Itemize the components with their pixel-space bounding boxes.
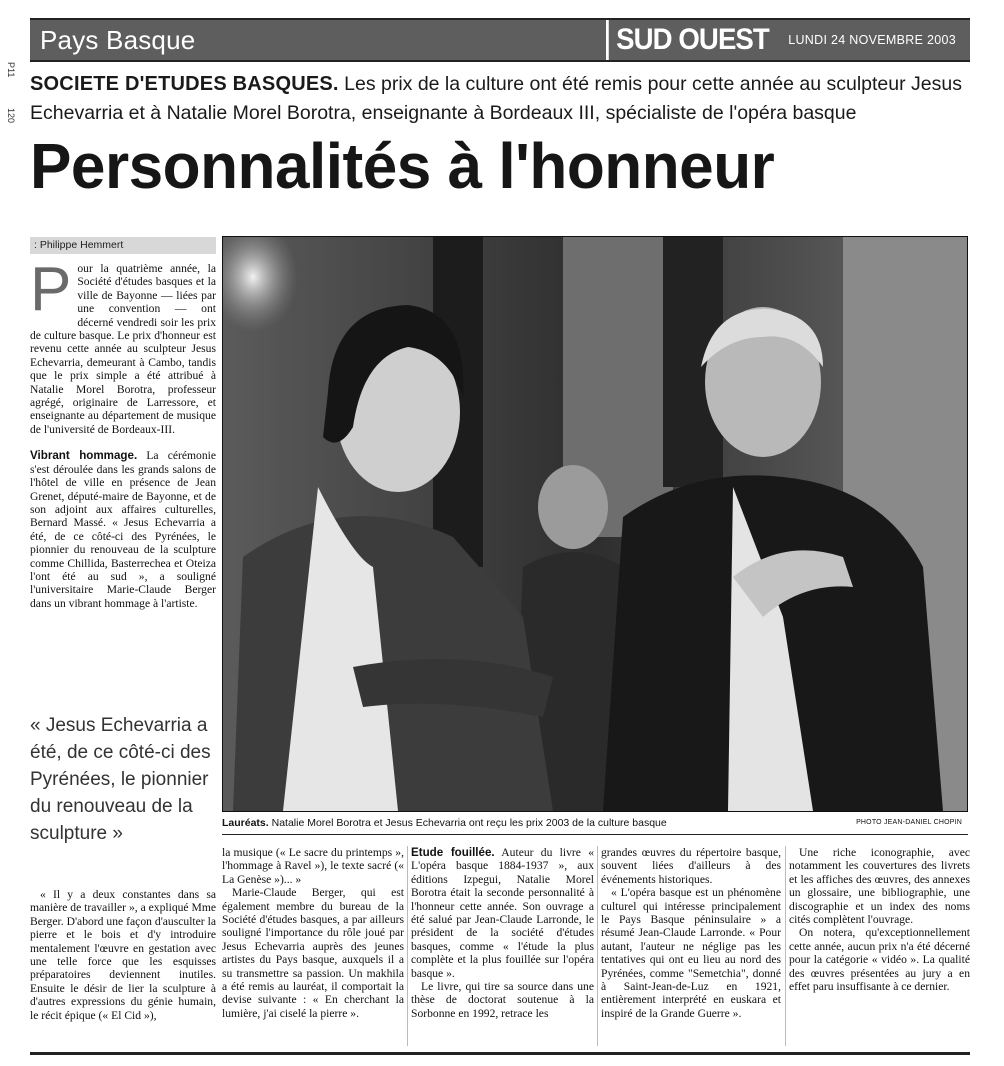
column-rule [785,846,786,1046]
photo-credit: PHOTO JEAN-DANIEL CHOPIN [856,819,962,826]
subhead-hommage: Vibrant hommage. [30,449,138,463]
article-column-1-continued [30,888,216,1022]
paragraph-iconographie: Une riche iconographie, avec notamment les couvertures des livrets et les affiches des œuvres, des annexes un glossaire, une bibliographie, une discographie et un index des noms cités complètent l'ouvrage. [789,846,970,927]
section-header-bar [30,18,970,62]
kicker [30,70,975,128]
caption-text: Natalie Morel Borotra et Jesus Echevarria ont reçu les prix 2003 de la culture basque [271,817,667,829]
publication-date: LUNDI 24 NOVEMBRE 2003 [788,33,956,47]
bottom-rule [30,1052,970,1055]
byline: : Philippe Hemmert [30,237,216,254]
kicker-label: SOCIETE D'ETUDES BASQUES. [30,73,339,95]
paragraph-oeuvres: grandes œuvres du répertoire basque, souvent liées d'ailleurs à des événements historiques. [601,846,781,886]
article-column-5 [789,846,970,993]
page-mark: 120 [6,108,16,124]
paragraph-continuation: la musique (« Le sacre du printemps », l'hommage à Ravel »), le texte sacré (« La Genèse »)... » [222,846,404,886]
article-column-3 [411,846,594,1020]
kicker-text: Les prix de la culture ont été remis pour cette année au sculpteur Jesus Echevarria et à Natalie Morel Borotra, enseignante à Bordeaux III, spécialiste de l'opéra basque [30,73,962,124]
paragraph-berger: Marie-Claude Berger, qui est également membre du bureau de la Société d'études basques, a par ailleurs souligné l'importance du rôle joué par Jesus Echevarria auprès des jeunes artistes du Pays basque, auxquels il a su transmettre sa passion. Un makhila a été remis au lauréat, il comportait la devise suivante : « En cherchant la lumière, j'ai ciselé la pierre ». [222,886,404,1020]
paragraph-text: La cérémonie s'est déroulée dans les grands salons de l'hôtel de ville en présence de Jean Grenet, député-maire de Bayonne, et de son adjoint aux affaires culturelles, Bernard Massé. « Jesus Echevarria a été, de ce côté-ci des Pyrénées, le pionnier du renouveau de la sculpture comme Chillida, Basterrechea et Oteiza l'ont été au sud », a souligné l'universitaire Marie-Claude Berger dans un vibrant hommage à l'artiste. [30,449,216,610]
article-column-4 [601,846,781,1020]
paragraph-etude [411,846,594,980]
drop-cap: P [30,255,72,324]
paragraph-opera: « L'opéra basque est un phénomène culturel qui intéresse principalement le Pays Basque péninsulaire » a résumé Jean-Claude Larronde. « Pour autant, l'auteur ne néglige pas les tentatives qui ont eu lieu au nord des Pyrénées, comme "Semetchia", donné à Saint-Jean-de-Luz en 1921, entièrement interprété en euskara et inspiré de la Grande Guerre ». [601,886,781,1020]
photo [222,236,968,812]
paragraph-text: Auteur du livre « L'opéra basque 1884-1937 », aux éditions Izpegui, Natalie Morel Borotra était la seconde personnalité à l'honneur cette année. Son ouvrage a été salué par Jean-Claude Larronde, le président de la société d'études basques, comme « l'étude la plus complète et la plus fouillée sur l'opéra basque ». [411,846,595,980]
photo-image [223,237,967,811]
pull-quote: « Jesus Echevarria a été, de ce côté-ci des Pyrénées, le pionnier du renouveau de la sculpture » [30,715,211,844]
caption-lead: Lauréats. [222,817,269,829]
paragraph-video: On notera, qu'exceptionnellement cette année, aucun prix n'a été décerné pour la catégorie « vidéo ». La qualité des œuvres présentées au jury a en effet paru insuffisante à ce dernier. [789,926,970,994]
section-name: Pays Basque [40,24,196,55]
paragraph-hommage [30,449,216,610]
paragraph-intro: our la quatrième année, la Société d'études basques et la ville de Bayonne — liées par une convention — ont décerné vendredi soir les prix de culture basque. Le prix d'honneur est revenu cette année au sculpteur Jesus Echevarria, demeurant à Cambo, tandis que le prix simple a été attribué à Natalie Morel Borotra, professeur agrégé, originaire de Larressore, et enseignante au département de musique de l'université de Bordeaux-III. [30,262,216,436]
headline: Personnalités à l'honneur [30,130,775,202]
page-mark: P11 [6,62,16,78]
subhead-etude: Etude fouillée. [411,846,495,859]
paragraph-livre: Le livre, qui tire sa source dans une thèse de doctorat soutenue à la Sorbonne en 1992, retrace les [411,980,594,1020]
article-column-1 [30,255,216,610]
masthead-logo: SUD OUEST [606,20,776,60]
paragraph-constantes: « Il y a deux constantes dans sa manière de travailler », a expliqué Mme Berger. D'abord une façon d'ausculter la pierre et le bois et d'y introduire mentalement l'œuvre en gestation avec une telle force que les esquisses préparatoires deviennent inutiles. Ensuite le désir de lier la sculpture à d'autres expressions du génie humain, le récit épique (« El Cid »), [30,888,216,1022]
photo-caption [222,812,968,835]
column-rule [407,846,408,1046]
article-column-2 [222,846,404,1020]
column-rule [597,846,598,1046]
